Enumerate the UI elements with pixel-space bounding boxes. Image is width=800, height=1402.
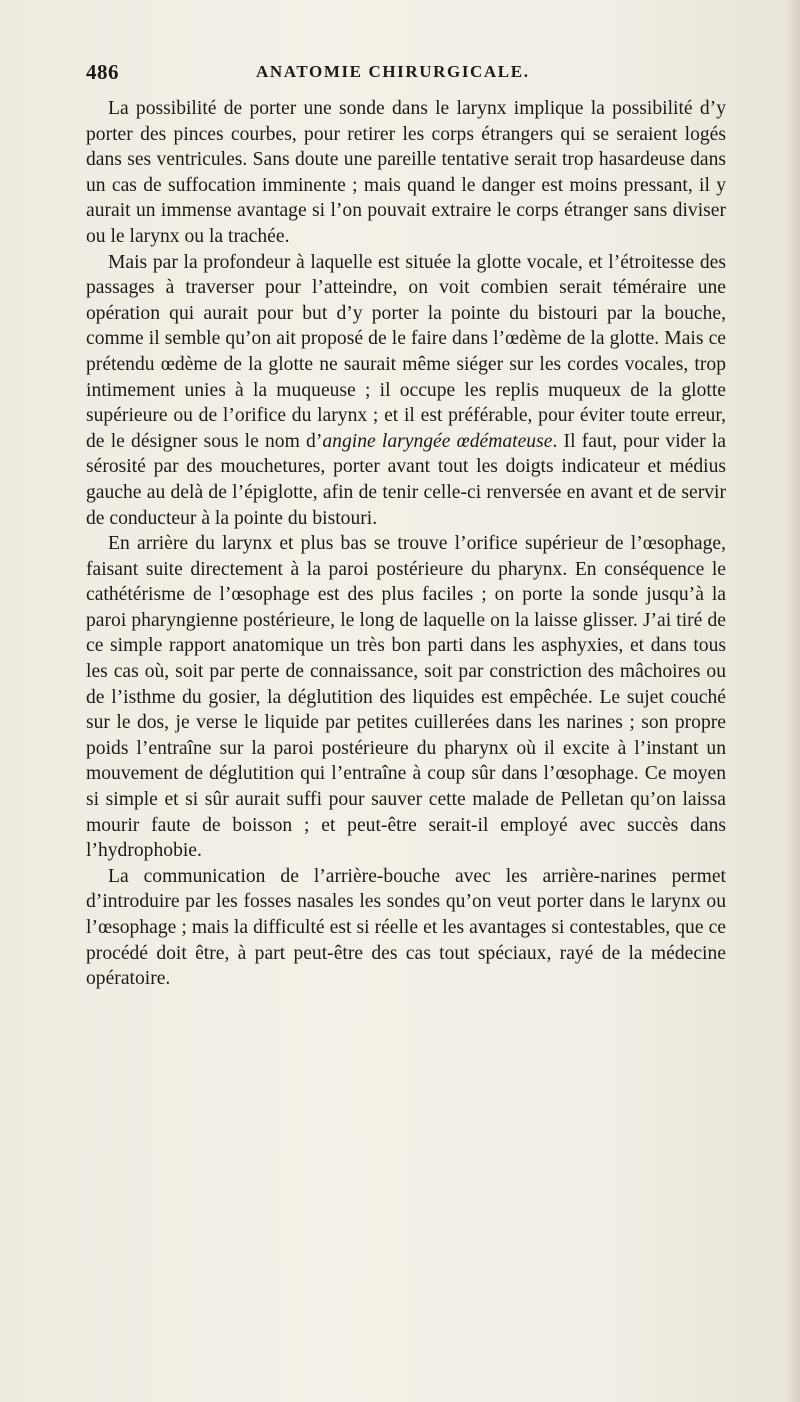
page-edge-shadow <box>786 0 800 1402</box>
page-header <box>86 60 726 90</box>
paragraph-2 <box>86 250 726 532</box>
body-text <box>86 96 726 992</box>
page-number: 486 <box>86 60 119 84</box>
running-title: ANATOMIE CHIRURGICALE. <box>256 62 530 81</box>
paragraph-4: La communication de l’arrière-bouche avec les arrière-narines permet d’introduire par les fosses nasales les sondes qu’on veut porter dans le larynx ou l’œsophage ; mais la difficulté est si réelle et les avantages si contestables, que ce procédé doit être, à part peut-être des cas tout spéciaux, rayé de la médecine opératoire. <box>86 865 726 990</box>
paragraph-3: En arrière du larynx et plus bas se trouve l’orifice supérieur de l’œsophage, faisant suite directement à la paroi postérieure du pharynx. En conséquence le cathétérisme de l’œsophage est des plus faciles ; on porte la sonde jusqu’à la paroi pharyngienne postérieure, le long de laquelle on la laisse glisser. J’ai tiré de ce simple rapport anatomique un très bon parti dans les asphyxies, et dans tous les cas où, soit par perte de connaissance, soit par constriction des mâchoires ou de l’isthme du gosier, la déglutition des liquides est empêchée. Le sujet couché sur le dos, je verse le liquide par petites cuillerées dans les narines ; son propre poids l’entraîne sur la paroi postérieure du pharynx où il excite à l’instant un mouvement de déglutition qui l’entraîne à coup sûr dans l’œsophage. Ce moyen si simple et si sûr aurait suffi pour sauver cette malade de Pelletan qu’on laissa mourir faute de boisson ; et peut-être serait-il employé avec succès dans l’hydrophobie. <box>86 533 726 862</box>
paragraph-2-text-after: . Il faut, pour vider la sérosité par des mouchetures, porter avant tout les doigts indicateur et médius gauche au delà de l’épiglotte, afin de tenir celle-ci renversée en avant et de servir de conducteur à la pointe du bistouri. <box>86 430 726 529</box>
italic-term: angine laryngée œdémateuse <box>322 430 553 452</box>
paragraph-2-text-before: Mais par la profondeur à laquelle est située la glotte vocale, et l’étroitesse des passages à traverser pour l’atteindre, on voit combien serait téméraire une opération qui aurait pour but d’y porter la pointe du bistouri par la bouche, comme il semble qu’on ait proposé de le faire dans l’œdème de la glotte. Mais ce prétendu œdème de la glotte ne saurait même siéger sur les cordes vocales, trop intimement unies à la muqueuse ; il occupe les replis muqueux de la glotte supérieure ou de l’orifice du larynx ; et il est préférable, pour éviter toute erreur, de le désigner sous le nom d’ <box>86 251 726 452</box>
paragraph-1: La possibilité de porter une sonde dans le larynx implique la possibilité d’y porter des pinces courbes, pour retirer les corps étrangers qui se seraient logés dans ses ventricules. Sans doute une pareille tentative serait trop hasardeuse dans un cas de suffocation imminente ; mais quand le danger est moins pressant, il y aurait un immense avantage si l’on pouvait extraire le corps étranger sans diviser ou le larynx ou la trachée. <box>86 98 726 247</box>
